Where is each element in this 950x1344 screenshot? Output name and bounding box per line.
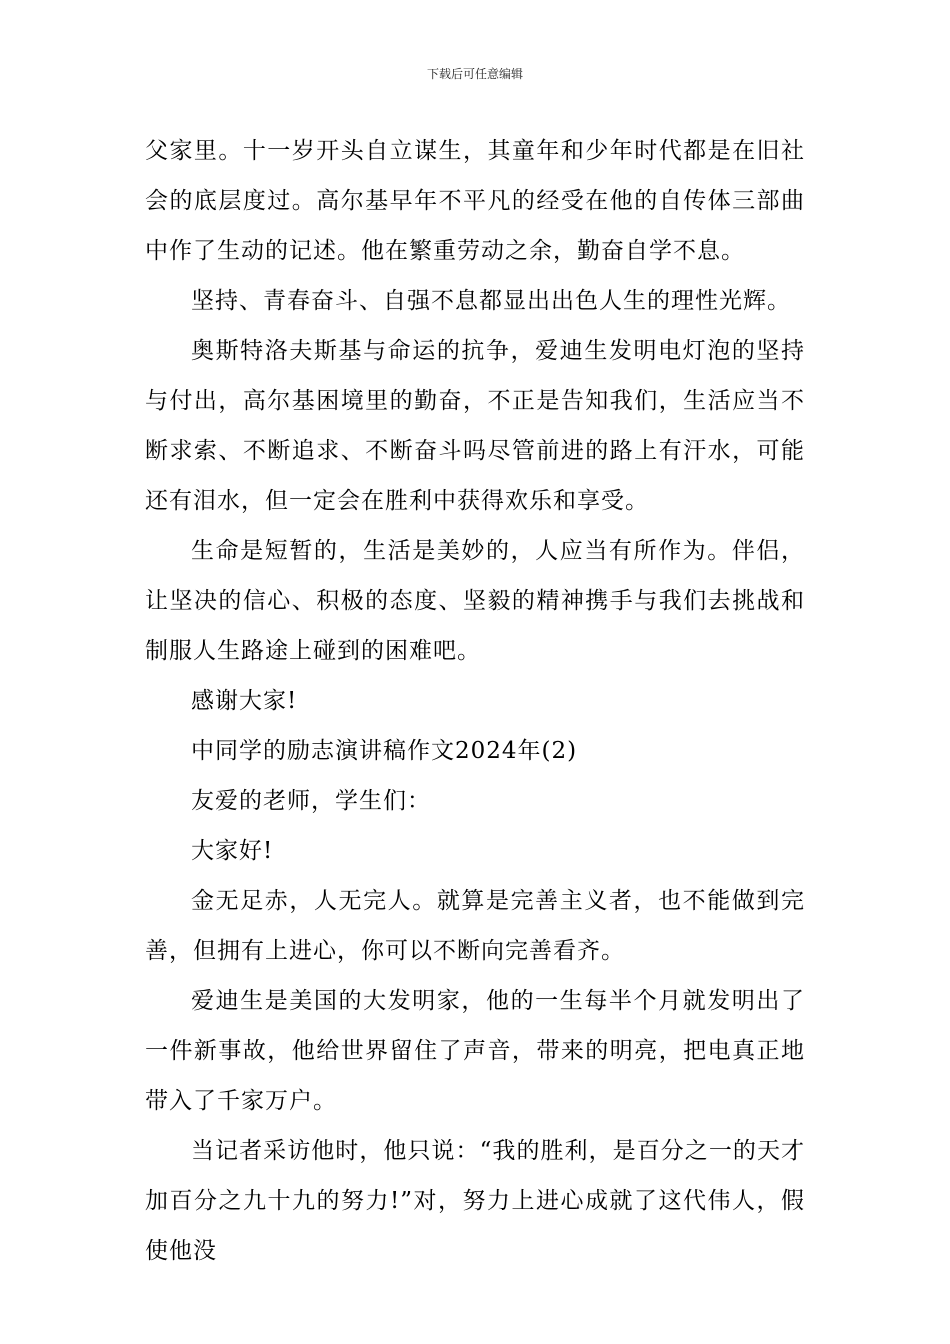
paragraph: 爱迪生是美国的大发明家，他的一生每半个月就发明出了一件新事故，他给世界留住了声音，带来的明亮，把电真正地带入了千家万户。 [145,988,805,1114]
section-title: 中同学的励志演讲稿作文2024年(2) [191,738,578,764]
paragraph: 奥斯特洛夫斯基与命运的抗争，爱迪生发明电灯泡的坚持与付出，高尔基困境里的勤奋，不正是告知我们，生活应当不断求索、不断追求、不断奋斗吗尽管前进的路上有汗水，可能还有泪水，但一定会在胜利中获得欢乐和享受。 [145,338,805,514]
paragraph-continuation: 父家里。十一岁开头自立谋生，其童年和少年时代都是在旧社会的底层度过。高尔基早年不平凡的经受在他的自传体三部曲中作了生动的记述。他在繁重劳动之余，勤奋自学不息。 [145,138,805,264]
document-body [145,126,805,1276]
salutation: 友爱的老师，学生们： [191,788,431,814]
paragraph: 当记者采访他时，他只说：“我的胜利，是百分之一的天才加百分之九十九的努力!”对，努力上进心成就了这代伟人，假使他没 [145,1138,805,1264]
paragraph: 生命是短暂的，生活是美妙的，人应当有所作为。伴侣，让坚决的信心、积极的态度、坚毅的精神携手与我们去挑战和制服人生路途上碰到的困难吧。 [145,538,805,664]
paragraph: 感谢大家! [191,688,298,714]
greeting: 大家好! [191,838,274,864]
page-header: 下载后可任意编辑 [426,67,523,81]
paragraph: 金无足赤，人无完人。就算是完善主义者，也不能做到完善，但拥有上进心，你可以不断向完善看齐。 [145,888,805,964]
paragraph: 坚持、青春奋斗、自强不息都显出出色人生的理性光辉。 [191,288,791,314]
